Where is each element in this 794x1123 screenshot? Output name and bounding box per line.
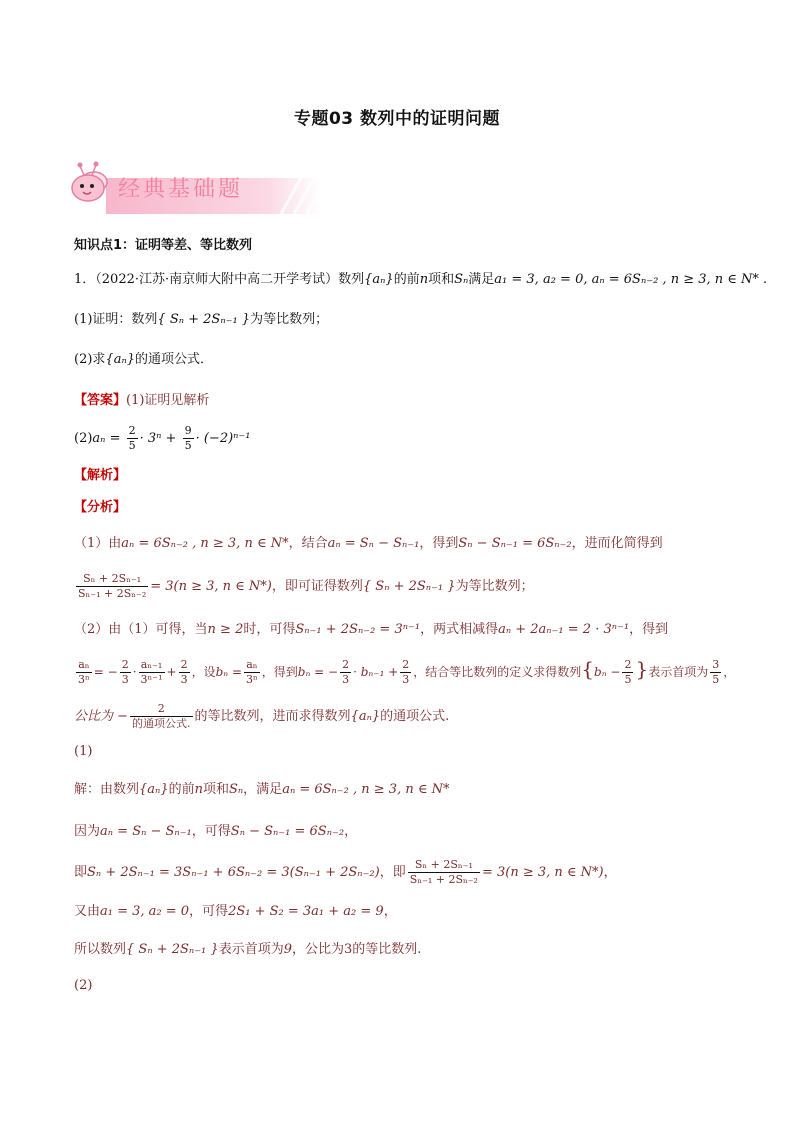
solution-line4: 又由a₁ = 3, a₂ = 0，可得2S₁ + S₂ = 3a₁ + a₂ = 9， [74,904,397,919]
section-banner [66,160,328,216]
analysis-line5: 公比为 − $\frac{2}{\text{的通项公式.}}$ 的等比数列，进而求得数列{aₙ}的通项公式. [74,702,450,730]
solution-part2-label: (2) [74,978,93,993]
solution-line1: 解：由数列{aₙ}的前n项和Sₙ，满足aₙ = 6Sₙ₋₂ , n ≥ 3, n ∈ N* [74,782,450,797]
analysis-line1: （1）由aₙ = 6Sₙ₋₂ , n ≥ 3, n ∈ N*，结合aₙ = Sₙ − Sₙ₋₁，得到Sₙ − Sₙ₋₁ = 6Sₙ₋₂，进而化简得到 [74,536,663,551]
section-heading: 知识点1：证明等差、等比数列 [74,238,253,253]
solution-part1-label: (1) [74,744,93,759]
problem-part1: (1)证明：数列{ Sₙ + 2Sₙ₋₁ }为等比数列； [74,312,329,327]
analysis-line4: $\frac{\text{aₙ}}{\text{3ⁿ}}$ = − $\frac{2}{3}$ · $\frac{\text{aₙ₋₁}}{\text{3ⁿ⁻¹}}$ + $\frac{2}{3}$ ，设bₙ = $\frac{\text{aₙ}}{\text{3ⁿ}}$ ，得到bₙ = − $\frac{2}{3}$ · bₙ₋₁ + $\frac{2}{3}$ ，结合等比数列的定义求得数列{bₙ − $\frac{2}{5}$ }表示首项为 $\frac{3}{5}$ ， [78,657,736,686]
problem-statement: 1．（2022·江苏·南京师大附中高二开学考试）数列{aₙ}的前n项和Sₙ满足a₁ = 3, a₂ = 0, aₙ = 6Sₙ₋₂ , n ≥ 3, n ∈ N* . [74,272,768,287]
analysis-line3: （2）由（1）可得，当n ≥ 2时，可得Sₙ₋₁ + 2Sₙ₋₂ = 3ⁿ⁻¹，两式相减得aₙ + 2aₙ₋₁ = 2 · 3ⁿ⁻¹，得到 [74,622,669,637]
banner-label: 经典基础题 [118,177,244,202]
answer-line1: 【答案】(1)证明见解析 [74,393,210,408]
solution-line2: 因为aₙ = Sₙ − Sₙ₋₁，可得Sₙ − Sₙ₋₁ = 6Sₙ₋₂， [74,824,358,839]
solution-line3: 即Sₙ + 2Sₙ₋₁ = 3Sₙ₋₁ + 6Sₙ₋₂ = 3(Sₙ₋₁ + 2Sₙ₋₂)，即 $\frac{\text{Sₙ + 2Sₙ₋₁}}{\text{Sₙ₋₁ + 2Sₙ₋₂}}$ = 3(n ≥ 3, n ∈ N*)， [74,858,617,886]
answer-line2: (2)aₙ = $\frac{2}{5}$ · 3ⁿ + $\frac{9}{5}$ · (−2)ⁿ⁻¹ [74,424,251,452]
fenxi-label: 【分析】 [74,500,127,515]
page-title: 专题03 数列中的证明问题 [293,109,501,129]
solution-line5: 所以数列{ Sₙ + 2Sₙ₋₁ }表示首项为9，公比为3的等比数列. [74,942,422,957]
analysis-label: 【解析】 [74,468,127,483]
problem-part2: (2)求{aₙ}的通项公式． [74,352,213,367]
analysis-line2: $\frac{\text{Sₙ + 2Sₙ₋₁}}{\text{Sₙ₋₁ + 2Sₙ₋₂}}$ = 3(n ≥ 3, n ∈ N*)，即可证得数列{ Sₙ + 2Sₙ₋₁ }为等比数列； [78,572,534,600]
